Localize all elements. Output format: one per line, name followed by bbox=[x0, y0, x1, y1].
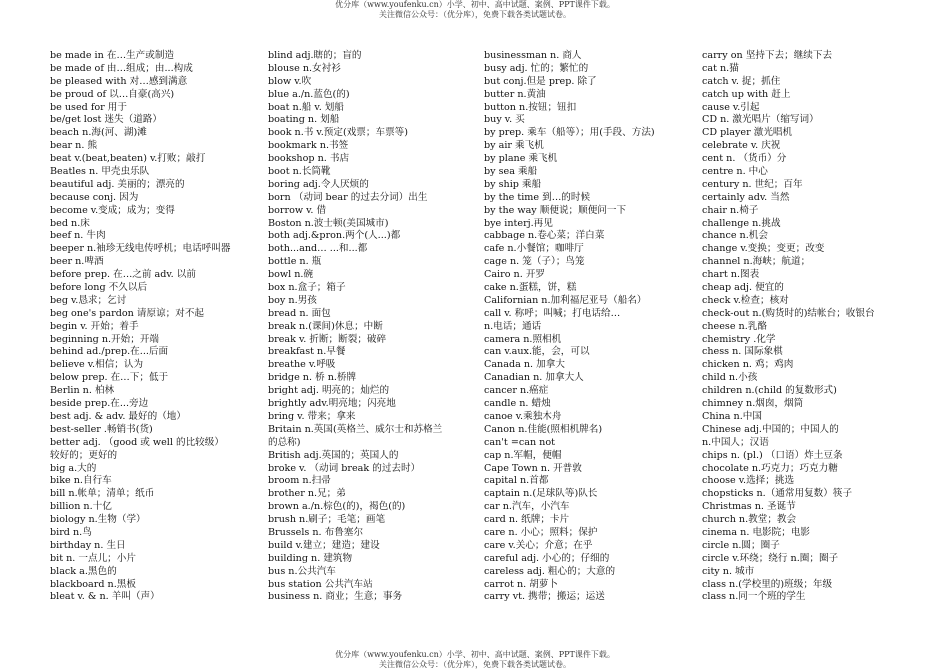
vocab-entry: check-out n.(购货时的)结帐台；收银台 bbox=[702, 307, 875, 319]
vocab-entry: 较好的；更好的 bbox=[50, 449, 118, 461]
footer-line-2: 关注微信公众号：（优分库），免费下载各类试题试卷。 bbox=[379, 660, 571, 669]
vocab-entry: cat n.猫 bbox=[702, 62, 739, 74]
vocab-entry: believe v.相信；认为 bbox=[50, 359, 144, 371]
vocab-entry: be used for 用于 bbox=[50, 101, 127, 113]
vocab-entry: brown a./n.棕色(的)，褐色(的) bbox=[268, 501, 406, 513]
vocab-entry: blind adj.瞎的；盲的 bbox=[268, 50, 362, 61]
vocab-entry: cake n.蛋糕，饼，糕 bbox=[484, 282, 577, 294]
vocab-entry: candle n. 蜡烛 bbox=[484, 398, 551, 410]
vocab-entry: be/get lost 迷失（道路） bbox=[50, 114, 163, 126]
vocab-entry: catch up with 赶上 bbox=[702, 88, 791, 100]
vocab-entry: cabbage n.卷心菜；洋白菜 bbox=[484, 230, 605, 242]
vocab-entry: best adj. & adv. 最好的（地） bbox=[50, 410, 186, 422]
vocab-entry: butter n.黄油 bbox=[484, 88, 546, 100]
vocab-entry: break n.(课间)休息；中断 bbox=[268, 320, 383, 332]
vocab-entry: cheap adj. 便宜的 bbox=[702, 282, 784, 294]
vocab-entry: bird n.鸟 bbox=[50, 526, 92, 538]
vocab-entry: cheese n.乳酪 bbox=[702, 320, 767, 332]
vocab-entry: bring v. 带来；拿来 bbox=[268, 410, 356, 422]
vocab-entry: carry vt. 携带；搬运；运送 bbox=[484, 591, 605, 603]
vocab-entry: bookshop n. 书店 bbox=[268, 153, 350, 165]
vocab-entry: by sea 乘船 bbox=[484, 166, 538, 178]
vocab-entry: beeper n.袖珍无线电传呼机；电话呼叫器 bbox=[50, 243, 231, 255]
vocab-entry: British adj.英国的；英国人的 bbox=[268, 449, 399, 461]
vocab-entry: by the time 到…的时候 bbox=[484, 191, 591, 203]
vocab-entry: careless adj. 粗心的；大意的 bbox=[484, 565, 616, 577]
vocab-entry: cap n.军帽，便帽 bbox=[484, 449, 562, 461]
vocab-entry: business n. 商业；生意；事务 bbox=[268, 591, 403, 603]
vocab-entry: carry on 坚持下去；继续下去 bbox=[702, 50, 833, 61]
vocab-entry: be made in 在…生产或制造 bbox=[50, 50, 175, 61]
vocab-entry: challenge n.挑战 bbox=[702, 217, 781, 229]
vocab-column-2 bbox=[268, 50, 478, 604]
vocab-entry: century n. 世纪；百年 bbox=[702, 178, 803, 190]
vocab-entry: Berlin n. 柏林 bbox=[50, 385, 115, 397]
vocab-entry: businessman n. 商人 bbox=[484, 50, 582, 61]
vocab-entry: beginning n.开始；开端 bbox=[50, 333, 160, 345]
vocab-entry: chips n. (pl.) （口语）炸土豆条 bbox=[702, 449, 843, 461]
vocab-entry: beg one's pardon 请原谅；对不起 bbox=[50, 307, 205, 319]
vocab-entry: beer n.啤酒 bbox=[50, 256, 104, 268]
vocab-entry: Britain n.英国(英格兰、威尔士和苏格兰 bbox=[268, 423, 443, 435]
vocab-entry: cause v.引起 bbox=[702, 101, 760, 113]
vocab-entry: begin v. 开始；着手 bbox=[50, 320, 139, 332]
vocab-entry: be proud of 以…自豪(高兴) bbox=[50, 88, 175, 100]
vocab-entry: chicken n. 鸡；鸡肉 bbox=[702, 359, 794, 371]
header-line-1: 优分库（www.youfenku.cn）小学、初中、高中试题、案例、PPT课件下载。 bbox=[335, 0, 615, 9]
vocab-entry: Canadian n. 加拿大人 bbox=[484, 372, 584, 384]
vocab-entry: blow v.吹 bbox=[268, 75, 312, 87]
vocab-entry: blackboard n.黑板 bbox=[50, 578, 136, 590]
vocab-entry: breathe v.呼吸 bbox=[268, 359, 336, 371]
vocab-entry: canoe v.乘独木舟 bbox=[484, 410, 562, 422]
vocab-entry: biology n.生物（学） bbox=[50, 514, 146, 526]
vocab-entry: child n.小孩 bbox=[702, 372, 758, 384]
vocab-entry: by the way 顺便说；顺便问一下 bbox=[484, 204, 627, 216]
vocab-entry: breakfast n.早餐 bbox=[268, 346, 346, 358]
vocab-entry: bed n.床 bbox=[50, 217, 90, 229]
vocab-entry: both...and… ...和...都 bbox=[268, 243, 368, 255]
vocab-entry: better adj. （good 或 well 的比较级） bbox=[50, 436, 224, 448]
vocab-entry: bye interj.再见 bbox=[484, 217, 553, 229]
vocab-entry: China n.中国 bbox=[702, 410, 762, 422]
vocab-entry: channel n.海峡；航道； bbox=[702, 256, 811, 268]
vocab-entry: children n.(child 的复数形式) bbox=[702, 385, 837, 397]
vocab-entry: black a.黑色的 bbox=[50, 565, 117, 577]
vocab-entry: bottle n. 瓶 bbox=[268, 256, 322, 268]
vocab-entry: beg v.恳求；乞讨 bbox=[50, 294, 127, 306]
vocab-entry: build v.建立；建造；建设 bbox=[268, 539, 380, 551]
vocab-entry: birthday n. 生日 bbox=[50, 539, 126, 551]
vocab-entry: Cape Town n. 开普敦 bbox=[484, 462, 582, 474]
vocab-entry: bear n. 熊 bbox=[50, 140, 98, 152]
vocab-entry: big a.大的 bbox=[50, 462, 97, 474]
vocab-entry: cafe n.小餐馆；咖啡厅 bbox=[484, 243, 584, 255]
vocab-entry: borrow v. 借 bbox=[268, 204, 327, 216]
vocab-entry: be pleased with 对…感到满意 bbox=[50, 75, 188, 87]
vocab-entry: circle v.环绕；绕行 n.圈；圈子 bbox=[702, 552, 839, 564]
vocab-entry: bowl n.碗 bbox=[268, 269, 314, 281]
vocab-entry: behind ad./prep.在...后面 bbox=[50, 346, 169, 358]
vocab-entry: choose v.选择；挑选 bbox=[702, 475, 795, 487]
vocab-entry: best-seller .畅销书(货) bbox=[50, 423, 153, 435]
vocab-entry: busy adj. 忙的；繁忙的 bbox=[484, 62, 589, 74]
vocab-entry: break v. 折断；断裂；破碎 bbox=[268, 333, 387, 345]
vocab-entry: boat n.船 v. 划船 bbox=[268, 101, 344, 113]
vocab-entry: care n. 小心；照料；保护 bbox=[484, 526, 598, 538]
vocab-entry: cinema n. 电影院；电影 bbox=[702, 526, 811, 538]
vocab-entry: centre n. 中心 bbox=[702, 166, 768, 178]
vocab-entry: book n.书 v.预定(戏票；车票等) bbox=[268, 127, 408, 139]
vocab-entry: bus n.公共汽车 bbox=[268, 565, 336, 577]
vocab-entry: Cairo n. 开罗 bbox=[484, 269, 546, 281]
vocab-entry: n.中国人；汉语 bbox=[702, 436, 769, 448]
vocab-entry: chopsticks n.（通常用复数）筷子 bbox=[702, 488, 853, 500]
vocab-entry: celebrate v. 庆祝 bbox=[702, 140, 781, 152]
vocab-entry: chemistry .化学 bbox=[702, 333, 776, 345]
vocab-entry: capital n.首都 bbox=[484, 475, 549, 487]
vocab-entry: car n.汽车，小汽车 bbox=[484, 501, 570, 513]
vocab-entry: brother n.兄；弟 bbox=[268, 488, 346, 500]
vocab-entry: 的总称) bbox=[268, 436, 301, 448]
vocab-entry: broom n.扫帚 bbox=[268, 475, 331, 487]
vocab-column-1 bbox=[50, 50, 260, 604]
vocab-column-3 bbox=[484, 50, 694, 604]
vocab-entry: but conj.但是 prep. 除了 bbox=[484, 75, 597, 87]
vocab-entry: chimney n.烟囱，烟筒 bbox=[702, 398, 804, 410]
vocab-entry: beat v.(beat,beaten) v.打败；敲打 bbox=[50, 153, 206, 165]
vocab-entry: below prep. 在…下；低于 bbox=[50, 372, 169, 384]
vocab-entry: by prep. 乘车（船等）；用(手段、方法) bbox=[484, 127, 655, 139]
vocab-entry: by air 乘飞机 bbox=[484, 140, 544, 152]
vocab-entry: circle n.圆；圈子 bbox=[702, 539, 780, 551]
vocab-entry: chocolate n.巧克力；巧克力糖 bbox=[702, 462, 838, 474]
vocab-column-4 bbox=[702, 50, 912, 604]
vocab-entry: careful adj. 小心的；仔细的 bbox=[484, 552, 610, 564]
vocab-entry: boy n.男孩 bbox=[268, 294, 317, 306]
vocab-entry: cage n. 笼（子）；鸟笼 bbox=[484, 256, 585, 268]
vocab-entry: boot n.长筒靴 bbox=[268, 166, 331, 178]
vocab-entry: building n. 建筑物 bbox=[268, 552, 353, 564]
vocab-entry: Brussels n. 布鲁塞尔 bbox=[268, 526, 364, 538]
vocab-entry: bit n. 一点儿；小片 bbox=[50, 552, 136, 564]
vocab-entry: Boston n.波士顿(美国城市) bbox=[268, 217, 389, 229]
vocab-entry: be made of 由…组成；由...构成 bbox=[50, 62, 193, 74]
header-line-2: 关注微信公众号：（优分库），免费下载各类试题试卷。 bbox=[379, 10, 571, 19]
footer-line-1: 优分库（www.youfenku.cn）小学、初中、高中试题、案例、PPT课件下载。 bbox=[335, 650, 615, 659]
vocab-entry: chess n. 国际象棋 bbox=[702, 346, 783, 358]
vocab-entry: certainly adv. 当然 bbox=[702, 191, 790, 203]
vocab-entry: buy v. 买 bbox=[484, 114, 525, 126]
vocab-entry: box n.盒子；箱子 bbox=[268, 282, 346, 294]
vocab-entry: can v.aux.能，会，可以 bbox=[484, 346, 590, 358]
vocab-entry: because conj. 因为 bbox=[50, 191, 139, 203]
vocab-entry: camera n.照相机 bbox=[484, 333, 562, 345]
vocab-entry: can't =can not bbox=[484, 436, 555, 448]
vocab-entry: broke v. （动词 break 的过去时） bbox=[268, 462, 421, 474]
vocab-entry: brightly adv.明亮地；闪亮地 bbox=[268, 398, 396, 410]
vocab-entry: boating n. 划船 bbox=[268, 114, 340, 126]
vocab-entry: bus station 公共汽车站 bbox=[268, 578, 373, 590]
vocab-entry: bill n.帐单；清单；纸币 bbox=[50, 488, 155, 500]
vocab-entry: Canada n. 加拿大 bbox=[484, 359, 565, 371]
vocab-entry: become v.变成；成为；变得 bbox=[50, 204, 175, 216]
vocab-entry: check v.检查；核对 bbox=[702, 294, 789, 306]
vocab-entry: cancer n.癌症 bbox=[484, 385, 549, 397]
vocab-entry: chair n.椅子 bbox=[702, 204, 759, 216]
vocab-entry: beautiful adj. 美丽的；漂亮的 bbox=[50, 178, 185, 190]
vocab-entry: button n.按钮；钮扣 bbox=[484, 101, 577, 113]
vocab-entry: beef n. 牛肉 bbox=[50, 230, 106, 242]
vocab-entry: card n. 纸牌；卡片 bbox=[484, 514, 570, 526]
vocab-entry: care v.关心；介意；在乎 bbox=[484, 539, 593, 551]
vocab-entry: bike n.自行车 bbox=[50, 475, 112, 487]
page-header bbox=[0, 0, 950, 20]
vocab-entry: before long 不久以后 bbox=[50, 282, 148, 294]
vocab-entry: class n.(学校里的)班级；年级 bbox=[702, 578, 833, 590]
vocab-entry: captain n.(足球队等)队长 bbox=[484, 488, 598, 500]
vocab-entry: catch v. 捉；抓住 bbox=[702, 75, 781, 87]
vocab-entry: bright adj. 明亮的；灿烂的 bbox=[268, 385, 390, 397]
vocab-entry: city n. 城市 bbox=[702, 565, 755, 577]
vocab-entry: chance n.机会 bbox=[702, 230, 768, 242]
vocab-entry: by plane 乘飞机 bbox=[484, 153, 558, 165]
page-footer bbox=[0, 650, 950, 670]
vocab-entry: class n.同一个班的学生 bbox=[702, 591, 806, 603]
vocab-entry: bookmark n.书签 bbox=[268, 140, 349, 152]
vocab-entry: brush n.刷子；毛笔；画笔 bbox=[268, 514, 386, 526]
vocab-entry: by ship 乘船 bbox=[484, 178, 542, 190]
vocab-entry: born （动词 bear 的过去分词）出生 bbox=[268, 191, 428, 203]
vocab-entry: carrot n. 胡萝卜 bbox=[484, 578, 559, 590]
vocab-entry: cent n. （货币）分 bbox=[702, 153, 787, 165]
vocab-entry: n.电话；通话 bbox=[484, 320, 542, 332]
vocab-entry: blue a./n.蓝色(的) bbox=[268, 88, 350, 100]
vocab-entry: church n.教堂；教会 bbox=[702, 514, 797, 526]
vocab-entry: beside prep.在...旁边 bbox=[50, 398, 149, 410]
vocab-entry: Californian n.加利福尼亚号（船名） bbox=[484, 294, 647, 306]
vocab-entry: CD n. 激光唱片（缩写词） bbox=[702, 114, 819, 126]
vocab-entry: Beatles n. 甲壳虫乐队 bbox=[50, 166, 150, 178]
vocab-entry: chart n.图表 bbox=[702, 269, 760, 281]
vocab-entry: change v.变换；变更；改变 bbox=[702, 243, 825, 255]
vocab-entry: boring adj.令人厌烦的 bbox=[268, 178, 369, 190]
vocab-entry: CD player 激光唱机 bbox=[702, 127, 793, 139]
vocab-entry: bleat v. & n. 羊叫（声） bbox=[50, 591, 160, 603]
vocab-entry: blouse n.女衬衫 bbox=[268, 62, 341, 74]
vocab-entry: before prep. 在…之前 adv. 以前 bbox=[50, 269, 196, 281]
vocab-entry: billion n.十亿 bbox=[50, 501, 112, 513]
vocab-entry: call v. 称呼；叫喊；打电话给… bbox=[484, 307, 621, 319]
vocab-entry: Chinese adj.中国的；中国人的 bbox=[702, 423, 839, 435]
vocab-entry: beach n.海(河、湖)滩 bbox=[50, 127, 147, 139]
vocab-entry: Canon n.佳能(照相机牌名) bbox=[484, 423, 603, 435]
vocab-entry: bridge n. 桥 n.桥牌 bbox=[268, 372, 357, 384]
vocab-entry: bread n. 面包 bbox=[268, 307, 331, 319]
vocab-entry: Christmas n. 圣诞节 bbox=[702, 501, 796, 513]
vocab-entry: both adj.&pron.两个(人...)都 bbox=[268, 230, 401, 242]
